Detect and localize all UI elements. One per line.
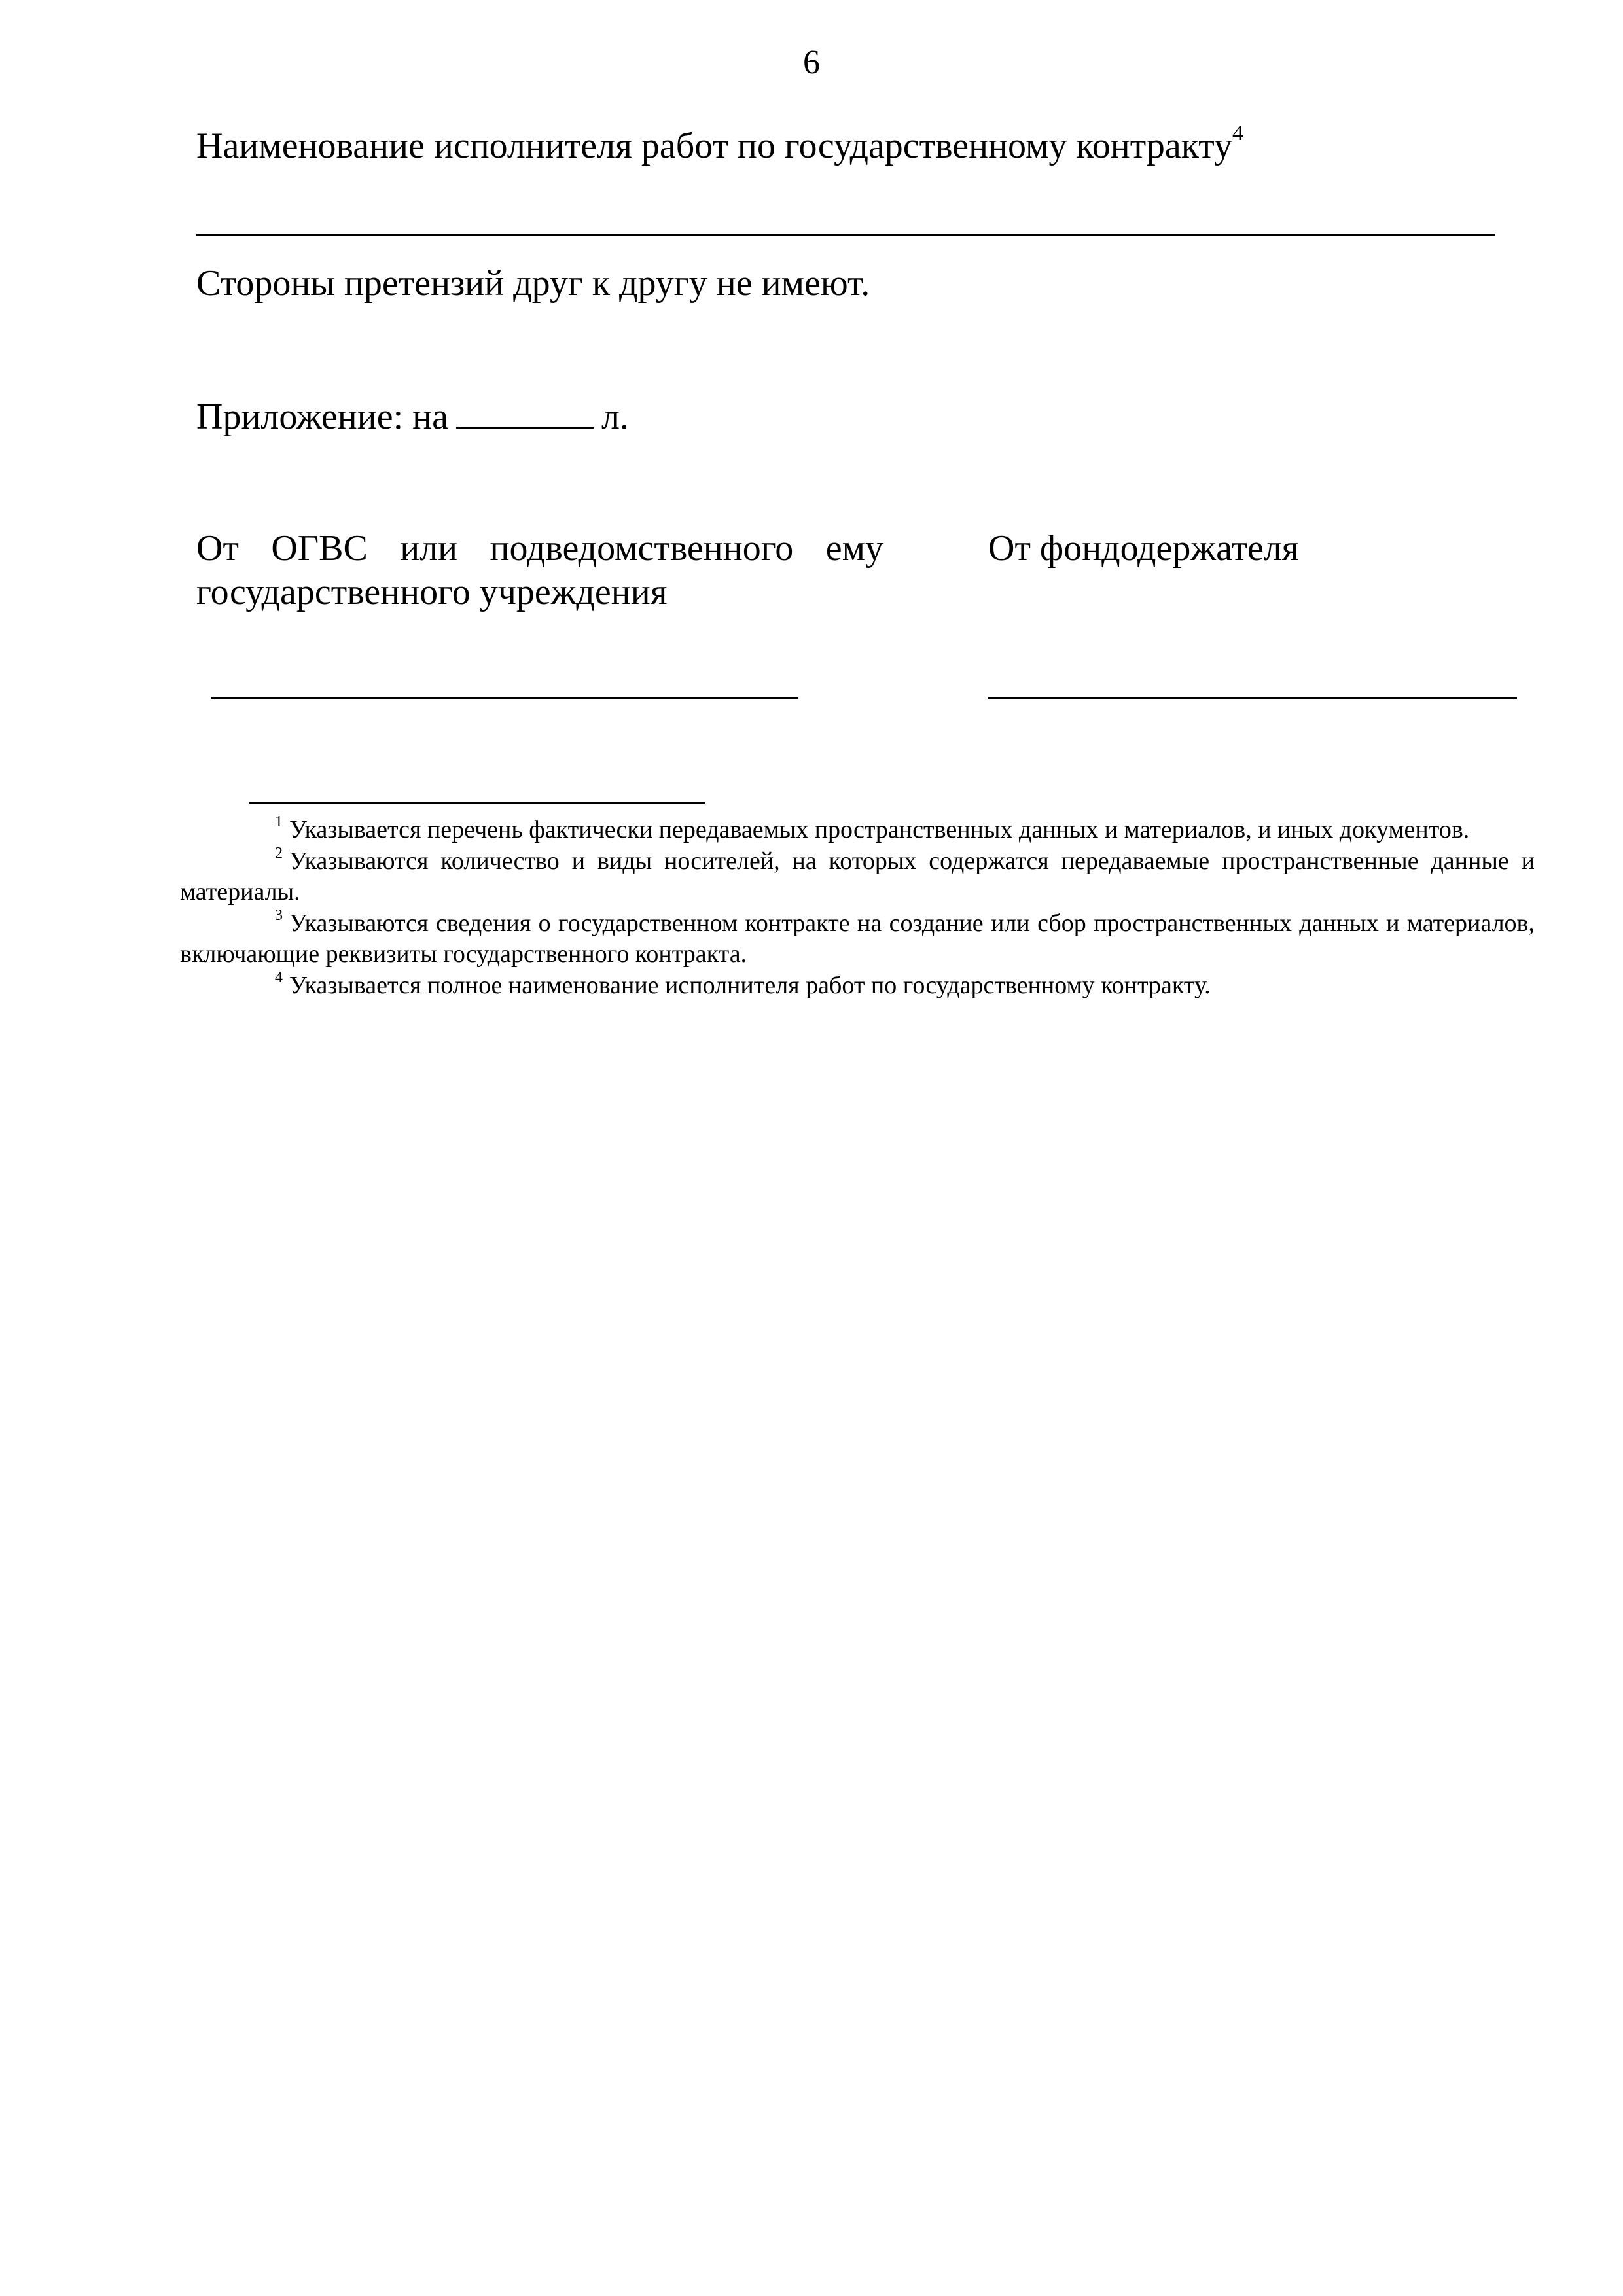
attachment-pages-blank bbox=[456, 393, 594, 429]
footnote-1 bbox=[180, 815, 1535, 846]
footnote-3-text: Указываются сведения о государственном контракте на создание или сбор пространственных данных и материалов, включающие реквизиты государственного контракта. bbox=[180, 909, 1535, 968]
signature-line-right bbox=[988, 697, 1517, 699]
signer-left-label: От ОГВС или подведомственного ему государственного учреждения bbox=[196, 528, 883, 613]
signer-right-label: От фондодержателя bbox=[988, 528, 1299, 569]
attachment-prefix: Приложение: на bbox=[196, 397, 448, 437]
footnote-4-mark: 4 bbox=[275, 968, 283, 986]
footnote-1-text: Указывается перечень фактически передаваемых пространственных данных и материалов, и иных документов. bbox=[289, 816, 1470, 843]
page-number: 6 bbox=[803, 44, 820, 81]
contractor-name-line bbox=[196, 234, 1495, 236]
contractor-footnote-ref: 4 bbox=[1232, 121, 1243, 145]
footnote-4 bbox=[180, 970, 1535, 1002]
footnote-4-text: Указывается полное наименование исполнителя работ по государственному контракту. bbox=[289, 971, 1211, 999]
no-claims-statement: Стороны претензий друг к другу не имеют. bbox=[196, 263, 870, 304]
footnote-3 bbox=[180, 908, 1535, 970]
footnote-2-mark: 2 bbox=[275, 844, 283, 862]
attachment-suffix: л. bbox=[601, 397, 629, 437]
footnotes bbox=[180, 815, 1535, 1001]
footnote-3-mark: 3 bbox=[275, 906, 283, 924]
footnote-2 bbox=[180, 846, 1535, 908]
footnote-separator bbox=[249, 802, 705, 804]
contractor-name-label-text: Наименование исполнителя работ по государственному контракту bbox=[196, 126, 1232, 166]
signature-line-left bbox=[211, 697, 798, 699]
footnote-1-mark: 1 bbox=[275, 813, 283, 830]
attachment-line bbox=[196, 393, 629, 439]
contractor-name-label bbox=[196, 121, 1243, 168]
footnote-2-text: Указываются количество и виды носителей, на которых содержатся передаваемые пространственные данные и материалы. bbox=[180, 847, 1535, 906]
